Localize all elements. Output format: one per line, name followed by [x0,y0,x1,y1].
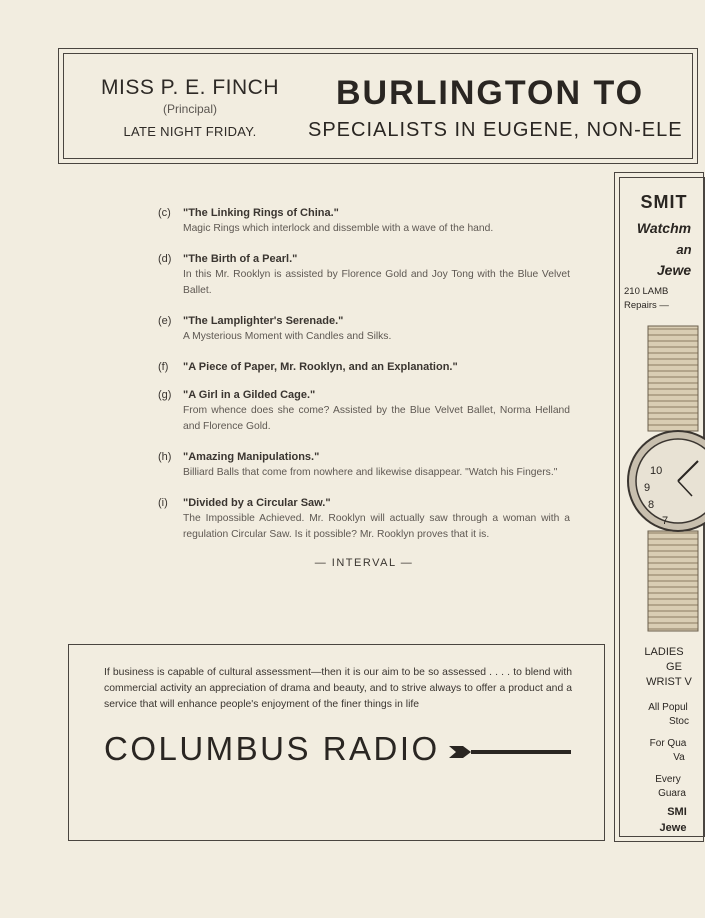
item-letter: (d) [158,253,172,265]
item-letter: (g) [158,389,172,401]
jeweller-popular-2: Stoc [668,716,689,727]
advert-brand: COLUMBUS RADIO [104,730,440,767]
jeweller-line-1: Watchm [636,220,692,236]
principal-block [90,76,290,139]
program-item [158,451,570,481]
item-title: "A Piece of Paper, Mr. Rooklyn, and an Explanation." [183,361,458,373]
jeweller-every-2: Guara [658,788,686,799]
svg-text:9: 9 [644,482,651,494]
item-title: "Amazing Manipulations." [183,451,320,463]
jeweller-repairs: Repairs — [624,300,669,311]
principal-role: (Principal) [162,102,217,116]
jeweller-ladies: LADIES [644,646,684,658]
item-title: "Divided by a Circular Saw." [183,497,331,509]
item-description: Magic Rings which interlock and dissemble with a wave of the hand. [183,223,494,234]
program-item [158,497,570,543]
item-letter: (c) [158,207,171,219]
item-letter: (e) [158,315,172,327]
program-item [158,315,570,345]
item-title: "The Birth of a Pearl." [183,253,298,265]
jeweller-gen: GE [666,661,682,673]
item-description: In this Mr. Rooklyn is assisted by Florence Gold and Joy Tong with the Blue Velvet Ballet. [183,269,570,296]
jeweller-popular-1: All Popul [648,702,688,713]
item-letter: (h) [158,451,172,463]
program-item [158,207,570,237]
jeweller-address: 210 LAMB [624,286,669,297]
item-description: From whence does she come? Assisted by the Blue Velvet Ballet, Norma Helland and Florence Gold. [183,405,570,432]
header-advert-box [58,48,698,164]
item-letter: (f) [158,361,169,373]
program-item [158,253,570,299]
jeweller-advert-inner [619,177,705,837]
svg-text:10: 10 [650,465,663,477]
jeweller-smi: SMI [667,806,687,818]
svg-text:8: 8 [648,499,655,511]
late-night-notice: LATE NIGHT FRIDAY. [123,124,257,139]
jeweller-quality-2: Va [673,752,685,763]
interval-label: — INTERVAL — [314,557,414,569]
principal-name: MISS P. E. FINCH [101,76,279,99]
advert-body-text: If business is capable of cultural assessment—then it is our aim to be so assessed . . . . to blend with commercial activity an appreciation of drama and beauty, and to strive always to offer a product and a service that will enhance people's enjoyment of the finer things in life [104,667,572,710]
program-item [158,389,570,435]
svg-text:7: 7 [662,515,669,527]
jeweller-jewe: Jewe [659,822,687,834]
jeweller-advert [614,172,704,842]
item-description: A Mysterious Moment with Candles and Silks. [183,331,392,342]
program-list [158,207,570,569]
item-description: The Impossible Achieved. Mr. Rooklyn will actually saw through a woman with a regulation Circular Saw. Is it possible? Mr. Rooklyn proves that it is. [183,513,570,540]
item-description: Billiard Balls that come from nowhere and likewise disappear. "Watch his Fingers." [183,467,558,478]
wristwatch-icon [630,326,704,638]
program-item [158,361,570,373]
jeweller-wrist: WRIST V [646,676,692,688]
header-title: BURLINGTON TO [336,74,645,112]
item-title: "The Lamplighter's Serenade." [183,315,344,327]
jeweller-line-2: an [676,242,692,257]
item-title: "The Linking Rings of China." [183,207,339,219]
header-title-block [308,74,683,142]
columbus-radio-advert [68,644,605,841]
item-title: "A Girl in a Gilded Cage." [183,389,316,401]
item-letter: (i) [158,497,168,509]
header-inner-border [63,53,693,159]
jeweller-quality-1: For Qua [649,738,687,749]
header-subtitle: SPECIALISTS IN EUGENE, NON-ELE [308,119,683,141]
jeweller-every-1: Every [655,774,681,785]
jeweller-name: SMIT [640,192,688,212]
jeweller-line-3: Jewe [656,262,692,278]
arrow-logo-icon [449,745,574,759]
